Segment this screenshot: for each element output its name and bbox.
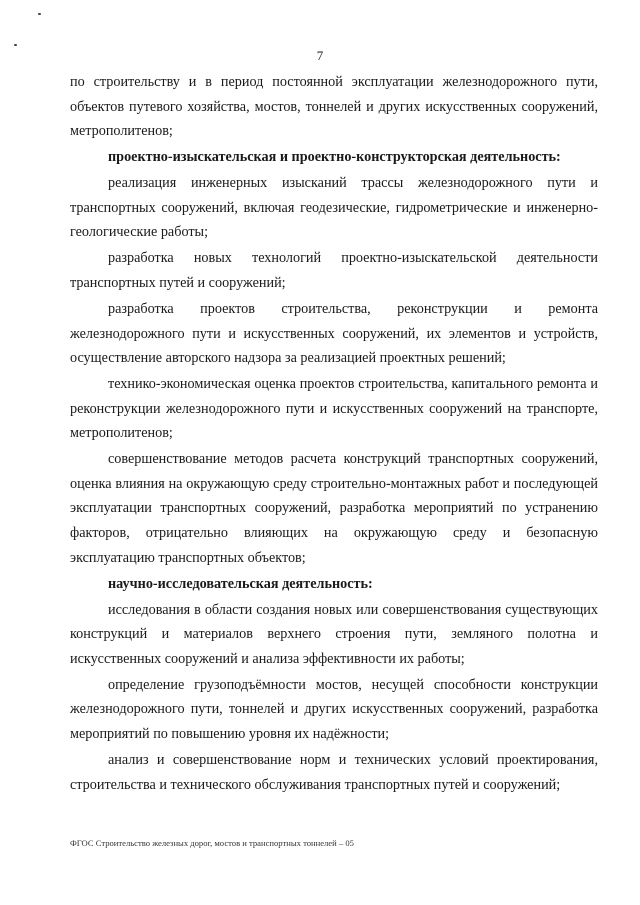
paragraph: совершенствование методов расчета конструкций транспортных сооружений, оценка влияния на окружающую среду строительно-монтажных работ и последующей эксплуатации транспортных сооружений, разработка мероприятий по устранению факторов, отрицательно влияющих на окружающую среду и безопасную эксплуатацию транспортных объектов;: [70, 451, 598, 566]
paragraph: разработка проектов строительства, реконструкции и ремонта железнодорожного пути и искусственных сооружений, их элементов и устройств, осуществление авторского надзора за реализацией проектных решений;: [70, 300, 598, 367]
scan-speck: [38, 13, 41, 15]
section-heading-research: научно-исследовательская деятельность:: [108, 575, 373, 592]
paragraph: анализ и совершенствование норм и технических условий проектирования, строительства и технического обслуживания транспортных путей и сооружений;: [70, 751, 598, 793]
section-heading-design: проектно-изыскательская и проектно-конструкторская деятельность:: [108, 149, 561, 166]
continuation-text: по строительству и в период постоянной эксплуатации железнодорожного пути, объектов путевого хозяйства, мостов, тоннелей и других искусственных сооружений, метрополитенов;: [70, 74, 598, 140]
scan-speck: [14, 44, 17, 46]
paragraph: определение грузоподъёмности мостов, несущей способности конструкции железнодорожного пути, тоннелей и других искусственных сооружений, разработка мероприятий по повышению уровня их надёжности;: [70, 676, 598, 742]
paragraph: реализация инженерных изысканий трассы железнодорожного пути и транспортных сооружений, включая геодезические, гидрометрические и инженерно-геологические работы;: [70, 175, 598, 241]
page-footer: ФГОС Строительство железных дорог, мостов и транспортных тоннелей – 05: [70, 838, 354, 848]
paragraph: исследования в области создания новых или совершенствования существующих конструкций и материалов верхнего строения пути, земляного полотна и искусственных сооружений и анализа эффективности их работы;: [70, 601, 598, 667]
paragraph: разработка новых технологий проектно-изыскательской деятельности транспортных путей и сооружений;: [70, 250, 598, 291]
page-number: 7: [316, 48, 324, 63]
paragraph: технико-экономическая оценка проектов строительства, капитального ремонта и реконструкции железнодорожного пути и искусственных сооружений на транспорте, метрополитенов;: [70, 376, 598, 442]
document-body: [70, 70, 598, 799]
